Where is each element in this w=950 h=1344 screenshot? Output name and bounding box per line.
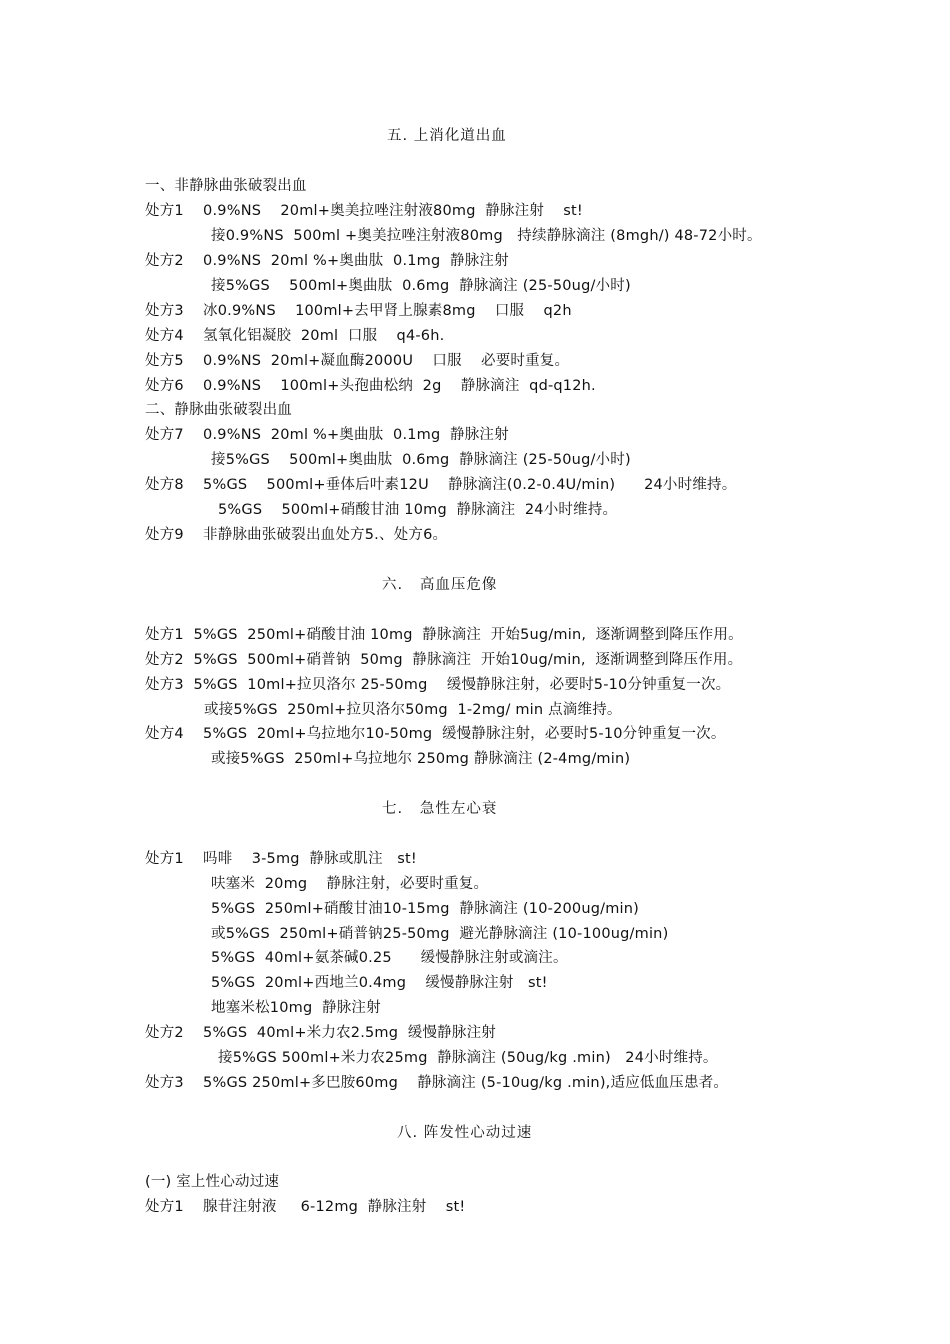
subsection-heading: 二、静脉曲张破裂出血	[145, 402, 292, 418]
prescription-line: 5%GS 40ml+氨茶碱0.25 缓慢静脉注射或滴注。	[211, 950, 568, 966]
prescription-line: 或接5%GS 250ml+拉贝洛尔50mg 1-2mg/ min 点滴维持。	[204, 702, 622, 718]
prescription-line: 处方4 5%GS 20ml+乌拉地尔10-50mg 缓慢静脉注射，必要时5-10分钟重复一次。	[145, 726, 726, 742]
prescription-line: 处方2 5%GS 40ml+米力农2.5mg 缓慢静脉注射	[145, 1025, 496, 1041]
section-title: 六. 高血压危像	[382, 577, 498, 593]
prescription-line: 5%GS 500ml+硝酸甘油 10mg 静脉滴注 24小时维持。	[218, 502, 618, 518]
prescription-line: 处方8 5%GS 500ml+垂体后叶素12U 静脉滴注(0.2-0.4U/min) 24小时维持。	[145, 477, 737, 493]
subsection-heading: (一) 室上性心动过速	[145, 1174, 280, 1190]
section-title: 五. 上消化道出血	[387, 128, 507, 144]
prescription-line: 或接5%GS 250ml+乌拉地尔 250mg 静脉滴注 (2-4mg/min)	[211, 751, 631, 767]
prescription-line: 呋塞米 20mg 静脉注射，必要时重复。	[211, 876, 489, 892]
prescription-line: 处方9 非静脉曲张破裂出血处方5.、处方6。	[145, 527, 448, 543]
prescription-line: 处方3 冰0.9%NS 100ml+去甲肾上腺素8mg 口服 q2h	[145, 303, 572, 319]
prescription-line: 处方1 吗啡 3-5mg 静脉或肌注 st!	[145, 851, 417, 867]
section-title: 八. 阵发性心动过速	[397, 1125, 533, 1141]
prescription-line: 处方1 5%GS 250ml+硝酸甘油 10mg 静脉滴注 开始5ug/min, 逐渐调整到降压作用。	[145, 627, 743, 643]
prescription-line: 处方6 0.9%NS 100ml+头孢曲松纳 2g 静脉滴注 qd-q12h.	[145, 378, 596, 394]
prescription-line: 地塞米松10mg 静脉注射	[211, 1000, 381, 1016]
prescription-line: 处方5 0.9%NS 20ml+凝血酶2000U 口服 必要时重复。	[145, 353, 570, 369]
section-title: 七. 急性左心衰	[382, 801, 498, 817]
prescription-line: 接5%GS 500ml+奥曲肽 0.6mg 静脉滴注 (25-50ug/小时)	[211, 452, 631, 468]
prescription-line: 或5%GS 250ml+硝普钠25-50mg 避光静脉滴注 (10-100ug/min)	[211, 926, 669, 942]
prescription-line: 接0.9%NS 500ml +奥美拉唑注射液80mg 持续静脉滴注 (8mgh/) 48-72小时。	[211, 228, 762, 244]
prescription-line: 处方2 0.9%NS 20ml %+奥曲肽 0.1mg 静脉注射	[145, 253, 509, 269]
prescription-line: 5%GS 20ml+西地兰0.4mg 缓慢静脉注射 st!	[211, 975, 548, 991]
prescription-line: 接5%GS 500ml+米力农25mg 静脉滴注 (50ug/kg .min) 24小时维持。	[218, 1050, 718, 1066]
prescription-line: 处方2 5%GS 500ml+硝普钠 50mg 静脉滴注 开始10ug/min, 逐渐调整到降压作用。	[145, 652, 743, 668]
prescription-line: 处方4 氢氧化铝凝胶 20ml 口服 q4-6h.	[145, 328, 445, 344]
prescription-line: 处方3 5%GS 10ml+拉贝洛尔 25-50mg 缓慢静脉注射，必要时5-10分钟重复一次。	[145, 677, 731, 693]
prescription-line: 5%GS 250ml+硝酸甘油10-15mg 静脉滴注 (10-200ug/min)	[211, 901, 640, 917]
prescription-line: 接5%GS 500ml+奥曲肽 0.6mg 静脉滴注 (25-50ug/小时)	[211, 278, 631, 294]
prescription-line: 处方7 0.9%NS 20ml %+奥曲肽 0.1mg 静脉注射	[145, 427, 509, 443]
subsection-heading: 一、非静脉曲张破裂出血	[145, 178, 307, 194]
prescription-line: 处方3 5%GS 250ml+多巴胺60mg 静脉滴注 (5-10ug/kg .min),适应低血压患者。	[145, 1075, 729, 1091]
prescription-line: 处方1 腺苷注射液 6-12mg 静脉注射 st!	[145, 1199, 466, 1215]
prescription-line: 处方1 0.9%NS 20ml+奥美拉唑注射液80mg 静脉注射 st!	[145, 203, 583, 219]
